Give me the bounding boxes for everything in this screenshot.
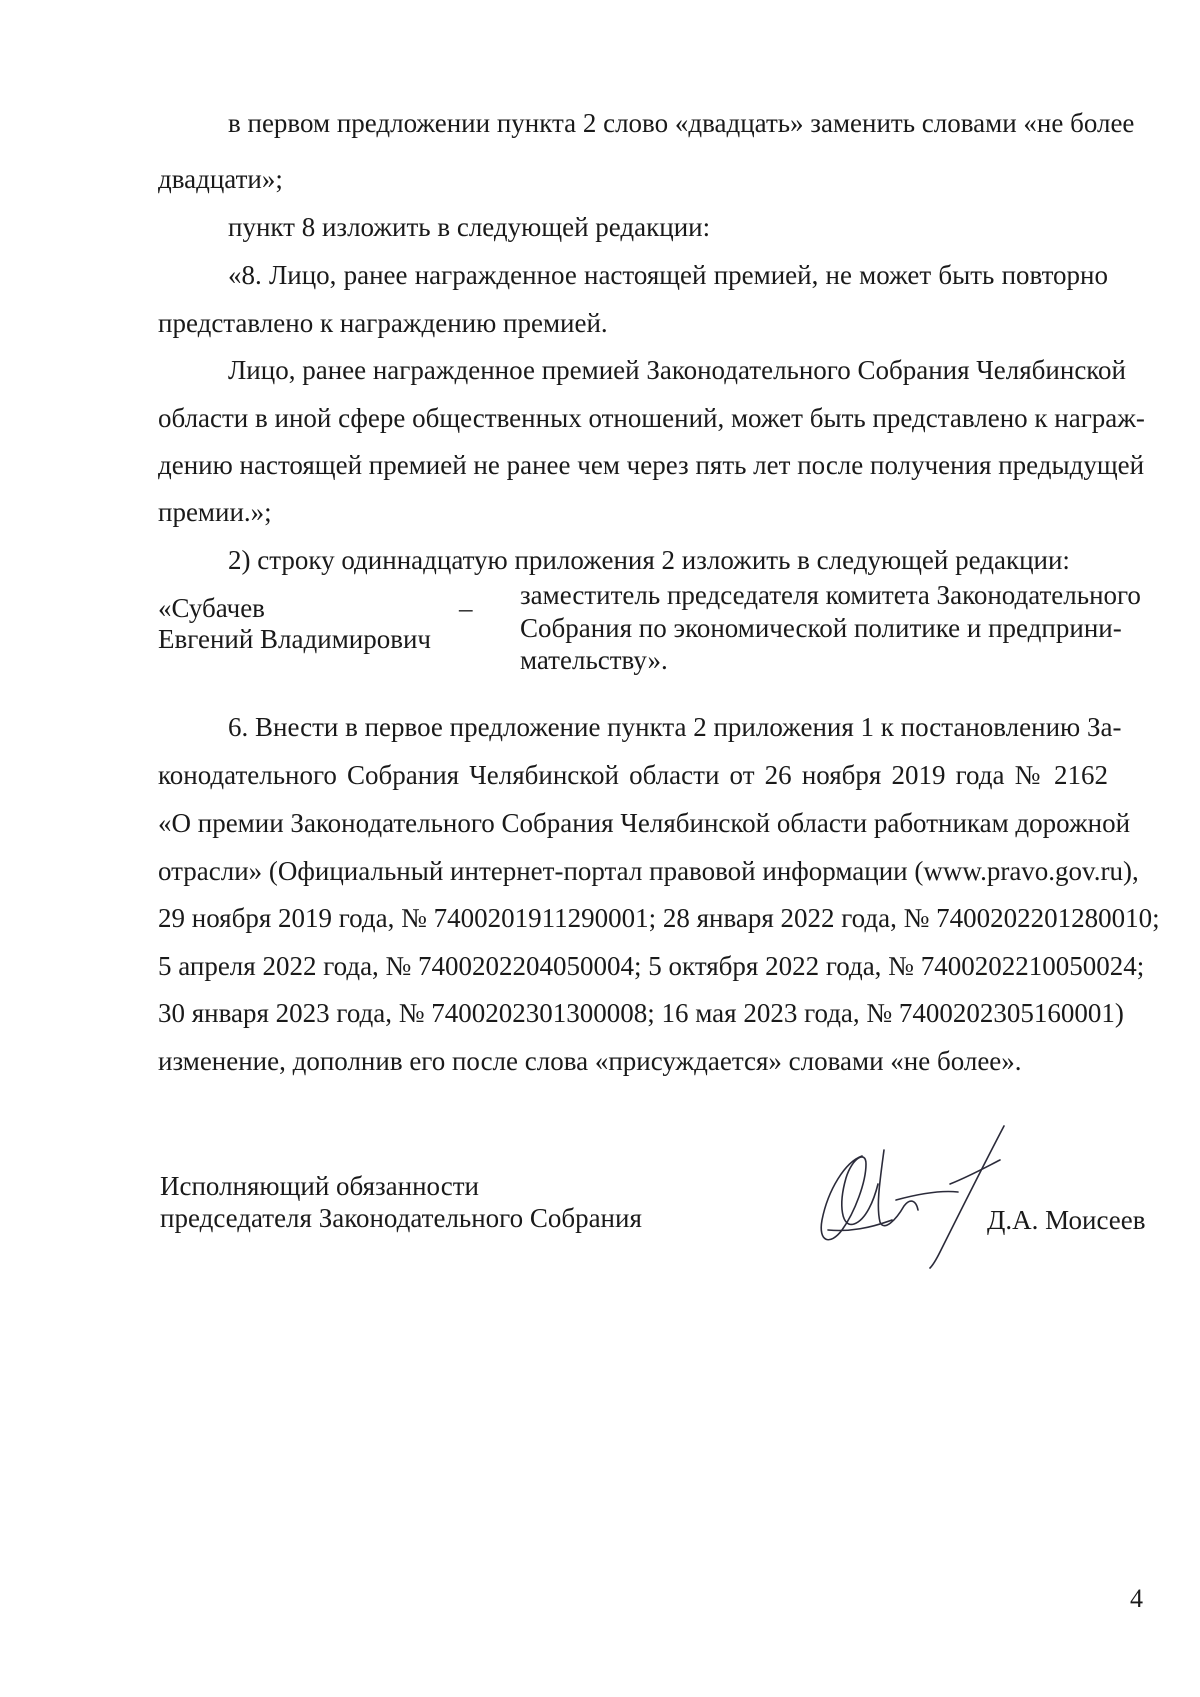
paragraph-a-line-1: в первом предложении пункта 2 слово «двадцать» заменить словами «не более — [228, 108, 1135, 138]
paragraph-f-line-4: отрасли» (Официальный интернет-портал правовой информации (www.pravo.gov.ru), — [158, 856, 1139, 886]
paragraph-f-line-7: 30 января 2023 года, № 7400202301300008; 16 мая 2023 года, № 7400202305160001) — [158, 998, 1124, 1028]
listing-role-line-1: заместитель председателя комитета Законодательного — [520, 580, 1141, 610]
signature-title-line-2: председателя Законодательного Собрания — [160, 1203, 642, 1233]
paragraph-f-line-5: 29 ноября 2019 года, № 7400201911290001; 28 января 2022 года, № 7400202201280010; — [158, 903, 1160, 933]
paragraph-e-line-1: 2) строку одиннадцатую приложения 2 изложить в следующей редакции: — [228, 545, 1070, 575]
listing-dash: – — [459, 593, 473, 623]
paragraph-d-line-3: дению настоящей премией не ранее чем через пять лет после получения предыдущей — [158, 450, 1145, 480]
paragraph-c-line-2: представлено к награждению премией. — [158, 308, 608, 338]
paragraph-f-line-3: «О премии Законодательного Собрания Челябинской области работникам дорожной — [158, 808, 1131, 838]
listing-name-line-1: «Субачев — [158, 593, 265, 623]
paragraph-f-line-2: конодательного Собрания Челябинской области от 26 ноября 2019 года № 2162 — [158, 760, 1108, 790]
page-number: 4 — [1130, 1584, 1143, 1613]
paragraph-d-line-4: премии.»; — [158, 497, 272, 527]
listing-role-line-2: Собрания по экономической политике и предприни- — [520, 613, 1122, 643]
paragraph-d-line-1: Лицо, ранее награжденное премией Законодательного Собрания Челябинской — [228, 355, 1127, 385]
signer-name: Д.А. Моисеев — [987, 1205, 1146, 1235]
listing-role-line-3: мательству». — [520, 645, 668, 675]
paragraph-c-line-1: «8. Лицо, ранее награжденное настоящей премией, не может быть повторно — [228, 260, 1108, 290]
paragraph-d-line-2: области в иной сфере общественных отношений, может быть представлено к награж- — [158, 403, 1145, 433]
listing-name-line-2: Евгений Владимирович — [158, 624, 432, 654]
paragraph-a-line-2: двадцати»; — [158, 164, 283, 194]
handwritten-signature — [800, 1120, 1020, 1270]
paragraph-f-line-1: 6. Внести в первое предложение пункта 2 приложения 1 к постановлению За- — [228, 712, 1122, 742]
paragraph-b-line-1: пункт 8 изложить в следующей редакции: — [228, 212, 711, 242]
signature-title-line-1: Исполняющий обязанности — [160, 1171, 479, 1201]
paragraph-f-line-6: 5 апреля 2022 года, № 7400202204050004; 5 октября 2022 года, № 7400202210050024; — [158, 951, 1145, 981]
paragraph-f-line-8: изменение, дополнив его после слова «присуждается» словами «не более». — [158, 1046, 1022, 1076]
